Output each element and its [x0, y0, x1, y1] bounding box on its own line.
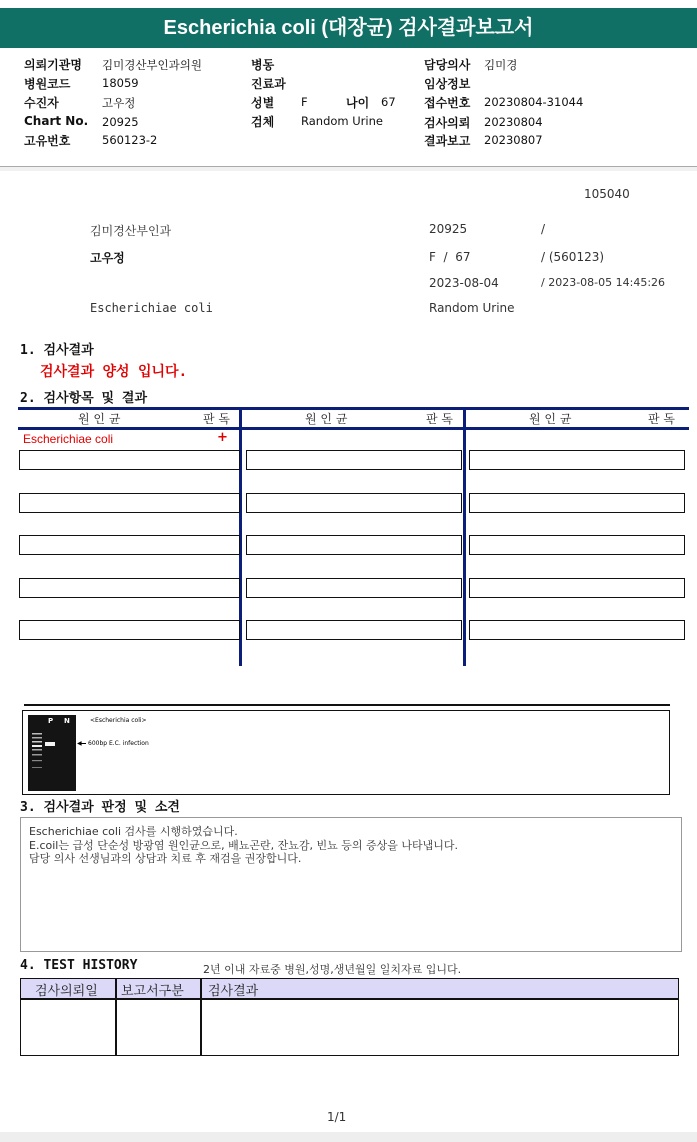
result-cell	[19, 535, 240, 555]
result-cell	[19, 450, 240, 470]
report-label: 결과보고	[424, 134, 471, 148]
info-chart: 20925	[429, 222, 468, 236]
report-value: 20230807	[484, 133, 543, 147]
col-organism-3: 원 인 균	[529, 412, 572, 426]
history-col-result: 검사결과	[208, 984, 259, 999]
receipt-label: 접수번호	[424, 96, 471, 110]
col-organism-2: 원 인 균	[305, 412, 348, 426]
col-organism-1: 원 인 균	[78, 412, 121, 426]
id-value: 560123-2	[102, 133, 158, 147]
info-specimen: Random Urine	[429, 301, 515, 315]
result-cell	[246, 578, 462, 598]
section3-title: 3. 검사결과 판정 및 소견	[20, 800, 180, 815]
result-cell	[19, 620, 240, 640]
age-label: 나이	[346, 96, 370, 110]
figure-rule	[24, 704, 670, 706]
gel-lane-p: P	[48, 717, 54, 725]
hospital-label: 의뢰기관명	[24, 58, 82, 72]
result-organism-row1: Escherichiae coli	[23, 432, 114, 446]
code-value: 18059	[102, 76, 139, 90]
specimen-label: 검체	[251, 115, 275, 129]
gel-caption: <Escherichia coli>	[90, 717, 147, 724]
history-col-date: 검사의뢰일	[35, 984, 98, 999]
comment-line-1: Escherichiae coli 검사를 시행하였습니다.	[29, 825, 238, 838]
result-cell	[246, 450, 462, 470]
chart-value: 20925	[102, 115, 139, 129]
info-id: / (560123)	[541, 250, 605, 264]
sex-label: 성별	[251, 96, 275, 110]
col-judge-3: 판 독	[648, 412, 675, 426]
arrow-left-icon: ◀	[77, 740, 82, 747]
comment-line-2: E.coil는 급성 단순성 방광염 원인균으로, 배뇨곤란, 잔뇨감, 빈뇨 등의 증상을 나타냅니다.	[29, 839, 458, 852]
footer-bar	[0, 1132, 697, 1142]
section2-title: 2. 검사항목 및 결과	[20, 391, 148, 406]
info-slash: /	[541, 222, 546, 236]
age-value: 67	[381, 95, 396, 109]
info-clinic: 김미경산부인과	[90, 224, 172, 238]
report-number: 105040	[584, 187, 630, 201]
section4-title: 4. TEST HISTORY	[20, 958, 138, 973]
info-organism: Escherichiae coli	[90, 301, 213, 315]
history-header-row	[21, 979, 678, 998]
history-header-rule	[21, 998, 678, 1000]
section1-title: 1. 검사결과	[20, 343, 94, 358]
id-label: 고유번호	[24, 134, 71, 148]
doctor-value: 김미경	[484, 58, 518, 72]
history-col-divider-2	[200, 979, 202, 1055]
chart-label: Chart No.	[24, 114, 89, 128]
positive-result: 검사결과 양성 입니다.	[40, 364, 188, 380]
result-judge-row1: +	[217, 430, 228, 445]
col-judge-2: 판 독	[426, 412, 453, 426]
info-date-received: / 2023-08-05 14:45:26	[541, 276, 666, 289]
dept-label: 진료과	[251, 77, 286, 91]
col-judge-1: 판 독	[203, 412, 230, 426]
receipt-value: 20230804-31044	[484, 95, 584, 109]
hospital-value: 김미경산부인과의원	[102, 58, 202, 72]
clinical-label: 임상정보	[424, 77, 471, 91]
result-cell	[19, 493, 240, 513]
table-col-divider-2	[463, 409, 466, 666]
result-cell	[19, 578, 240, 598]
gel-image	[28, 715, 76, 791]
history-col-type: 보고서구분	[121, 984, 184, 999]
patient-value: 고우정	[102, 96, 136, 110]
gel-lane-n: N	[64, 717, 70, 725]
result-cell	[246, 620, 462, 640]
header-shadow	[0, 167, 697, 171]
result-cell	[469, 620, 685, 640]
gel-band-label: 600bp E.C. infection	[88, 740, 149, 747]
comment-line-3: 담당 의사 선생님과의 상담과 치료 후 재검을 권장합니다.	[29, 852, 302, 865]
patient-label: 수진자	[24, 96, 59, 110]
specimen-value: Random Urine	[301, 114, 383, 128]
result-cell	[469, 493, 685, 513]
history-table	[20, 978, 679, 1056]
ward-label: 병동	[251, 58, 275, 72]
request-value: 20230804	[484, 115, 543, 129]
history-note: 2년 이내 자료중 병원,성명,생년월일 일치자료 입니다.	[203, 963, 462, 976]
report-title: Escherichia coli (대장균) 검사결과보고서	[0, 8, 697, 48]
result-cell	[469, 450, 685, 470]
result-cell	[469, 535, 685, 555]
info-date-request: 2023-08-04	[429, 276, 499, 290]
result-cell	[246, 493, 462, 513]
page-number: 1/1	[327, 1110, 347, 1124]
sex-value: F	[301, 95, 308, 109]
doctor-label: 담당의사	[424, 58, 471, 72]
table-header-rule	[18, 427, 689, 430]
info-sex-age: F / 67	[429, 250, 471, 264]
code-label: 병원코드	[24, 77, 71, 91]
result-cell	[469, 578, 685, 598]
result-cell	[246, 535, 462, 555]
gel-electrophoresis-image	[28, 715, 76, 791]
history-col-divider-1	[115, 979, 117, 1055]
info-patient: 고우정	[90, 251, 125, 265]
request-label: 검사의뢰	[424, 116, 471, 130]
